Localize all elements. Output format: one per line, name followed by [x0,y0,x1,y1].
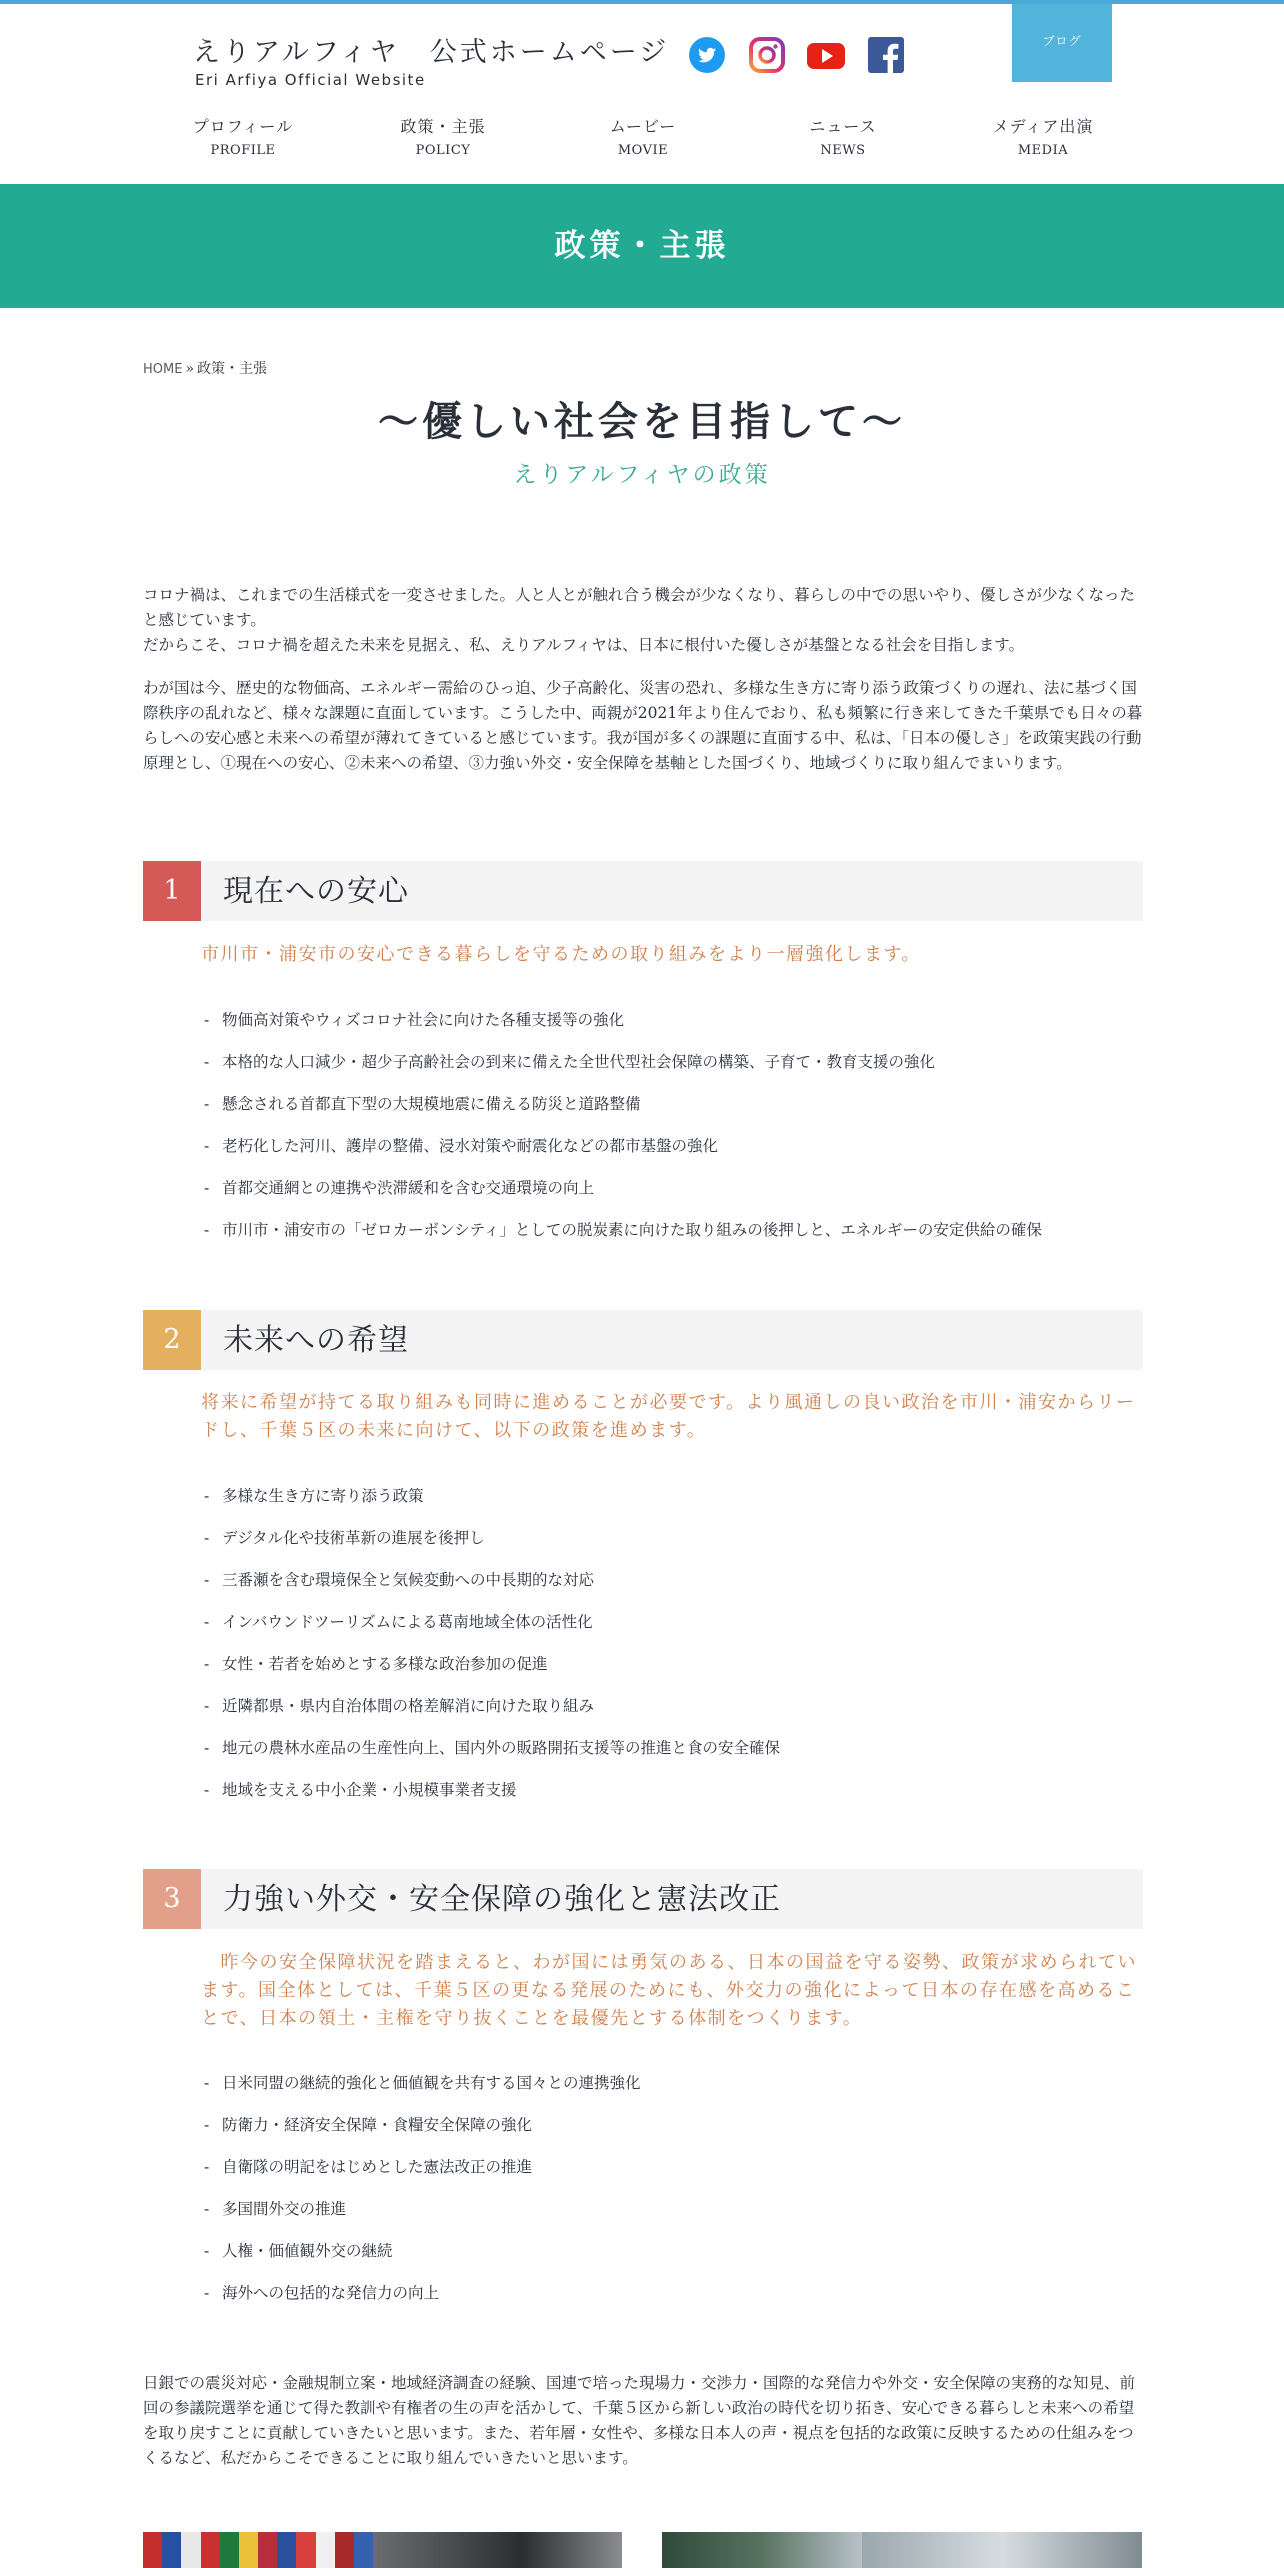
nav-item-policy[interactable] [343,114,543,174]
policy-list-1 [204,1008,1144,1260]
dash-icon: - [204,1613,210,1631]
nav-label-en: PROFILE [210,143,276,158]
section-title: 現在への安心 [223,874,409,909]
section-lead: 昨今の安全保障状況を踏まえると、わが国には勇気のある、日本の国益を守る姿勢、政策が求められています。国全体としては、千葉５区の更なる発展のためにも、外交力の強化によって日本の存在感を高めることで、日本の領土・主権を守り抜くことを最優先とする体制をつくります。 [201,1952,1137,2029]
photo-united-nations [143,2532,622,2568]
dash-icon: - [204,2116,210,2134]
list-item-text: 近隣都県・県内自治体間の格差解消に向けた取り組み [222,1697,595,1715]
list-item-text: 防衛力・経済安全保障・食糧安全保障の強化 [222,2116,533,2134]
dash-icon: - [204,1781,210,1799]
breadcrumb-separator: » [185,361,195,377]
list-item [204,1218,1144,1260]
flags-image [143,2532,373,2568]
dash-icon: - [204,1739,210,1757]
page-banner [0,184,1284,308]
nav-label: ニュース [809,117,877,136]
dash-icon: - [204,1011,210,1029]
main-nav [143,114,1143,174]
list-item-text: 老朽化した河川、護岸の整備、浸水対策や耐震化などの都市基盤の強化 [222,1137,719,1155]
section-lead: 将来に希望が持てる取り組みも同時に進めることが必要です。より風通しの良い政治を市川・浦安からリードし、千葉５区の未来に向けて、以下の政策を進めます。 [201,1392,1136,1441]
photo-background [373,2532,622,2568]
section-title: 未来への希望 [223,1323,409,1358]
dash-icon: - [204,2158,210,2176]
dash-icon: - [204,1487,210,1505]
intro-text: コロナ禍は、これまでの生活様式を一変させました。人と人とが触れ合う機会が少なくなり、暮らしの中での思いやり、優しさが少なくなったと感じています。 [143,586,1136,629]
list-item-text: 本格的な人口減少・超少子高齢社会の到来に備えた全世代型社会保障の構築、子育て・教育支援の強化 [222,1053,936,1071]
list-item-text: 地域を支える中小企業・小規模事業者支援 [222,1781,517,1799]
nav-item-profile[interactable] [143,114,343,174]
nav-label: ムービー [609,117,677,136]
list-item [204,1652,1144,1694]
intro-text: わが国は今、歴史的な物価高、エネルギー需給のひっ迫、少子高齢化、災害の恐れ、多様な生き方に寄り添う政策づくりの遅れ、法に基づく国際秩序の乱れなど、様々な課題に直面しています。こうした中、両親が2021年より住んでおり、私も頻繁に行き来してきた千葉県でも日々の暮らしへの安心感と未来への希望が薄れてきていると感じています。我が国が多くの課題に直面する中、私は、「日本の優しさ」を政策実践の行動原理とし、①現在への安心、②未来への希望、③力強い外交・安全保障を基軸とした国づくり、地域づくりに取り組んでまいります。 [143,679,1143,772]
section-number: 3 [143,1869,201,1929]
policy-list-2 [204,1484,1144,1820]
closing-paragraph [143,2371,1143,2471]
dash-icon: - [204,1095,210,1113]
list-item [204,2239,1144,2281]
list-item-text: 物価高対策やウィズコロナ社会に向けた各種支援等の強化 [222,1011,625,1029]
list-item [204,1050,1144,1092]
site-title[interactable]: えりアルフィヤ 公式ホームページ [193,37,670,68]
list-item [204,1526,1144,1568]
facebook-icon[interactable] [867,36,905,74]
dash-icon: - [204,2074,210,2092]
photo-background [862,2532,1142,2568]
dash-icon: - [204,1529,210,1547]
list-item [204,1092,1144,1134]
list-item [204,2281,1144,2323]
list-item-text: 三番瀬を含む環境保全と気候変動への中長期的な対応 [222,1571,595,1589]
dash-icon: - [204,1697,210,1715]
list-item [204,1008,1144,1050]
section-number: 1 [143,861,201,921]
section-lead: 市川市・浦安市の安心できる暮らしを守るための取り組みをより一層強化します。 [201,944,922,965]
breadcrumb-current: 政策・主張 [197,361,268,377]
dash-icon: - [204,1655,210,1673]
nav-item-movie[interactable] [543,114,743,174]
breadcrumb [143,358,267,378]
list-item-text: 多様な生き方に寄り添う政策 [222,1487,424,1505]
list-item [204,1176,1144,1218]
nav-label-en: MEDIA [1017,143,1069,158]
nav-label-en: NEWS [820,143,866,158]
list-item-text: 海外への包括的な発信力の向上 [222,2284,440,2302]
list-item [204,1778,1144,1820]
intro-text: だからこそ、コロナ禍を超えた未来を見据え、私、えりアルフィヤは、日本に根付いた優しさが基盤となる社会を目指します。 [143,636,1025,654]
list-item-text: 女性・若者を始めとする多様な政治参加の促進 [222,1655,548,1673]
list-item-text: 人権・価値観外交の継続 [222,2242,393,2260]
breadcrumb-home-link[interactable]: HOME [143,362,183,377]
dash-icon: - [204,1571,210,1589]
nav-item-media[interactable] [943,114,1143,174]
list-item-text: 市川市・浦安市の「ゼロカーボンシティ」としての脱炭素に向けた取り組みの後押しと、エネルギーの安定供給の確保 [222,1221,1042,1239]
dash-icon: - [204,1179,210,1197]
list-item [204,1694,1144,1736]
dash-icon: - [204,2242,210,2260]
list-item-text: 懸念される首都直下型の大規模地震に備える防災と道路整備 [222,1095,641,1113]
nav-label-en: POLICY [415,143,471,158]
nav-label: プロフィール [192,117,294,136]
list-item [204,1484,1144,1526]
list-item-text: 多国間外交の推進 [222,2200,347,2218]
policy-list-3 [204,2071,1144,2323]
dash-icon: - [204,2200,210,2218]
nav-label-en: MOVIE [617,143,669,158]
intro-paragraph-1 [143,583,1143,658]
banner-title: 政策・主張 [554,228,730,264]
list-item [204,2155,1144,2197]
nav-label: 政策・主張 [400,117,486,136]
section-title: 力強い外交・安全保障の強化と憲法改正 [223,1882,781,1917]
dash-icon: - [204,1053,210,1071]
youtube-icon[interactable] [806,36,844,74]
list-item [204,1610,1144,1652]
section-header-3 [143,1869,1143,1929]
blog-button[interactable]: ブログ [1012,4,1112,82]
section-number: 2 [143,1310,201,1370]
list-item [204,1736,1144,1778]
site-subtitle: Eri Arfiya Official Website [195,71,426,89]
dash-icon: - [204,1137,210,1155]
photo-activity [662,2532,1142,2568]
section-header-1 [143,861,1143,921]
photo-background [662,2532,862,2568]
list-item [204,2197,1144,2239]
twitter-icon[interactable] [688,36,726,74]
list-item [204,1568,1144,1610]
list-item-text: インバウンドツーリズムによる葛南地域全体の活性化 [222,1613,593,1631]
list-item-text: 日米同盟の継続的強化と価値観を共有する国々との連携強化 [222,2074,641,2092]
closing-text: 日銀での震災対応・金融規制立案・地域経済調査の経験、国連で培った現場力・交渉力・国際的な発信力や外交・安全保障の実務的な知見、前回の参議院選挙を通じて得た教訓や有権者の生の声を活かして、千葉５区から新しい政治の時代を切り拓き、安心できる暮らしと未来への希望を取り戻すことに貢献していきたいと思います。また、若年層・女性や、多様な日本人の声・視点を包括的な政策に反映するための仕組みをつくるなど、私だからこそできることに取り組んでいきたいと思います。 [143,2374,1136,2467]
list-item-text: 自衛隊の明記をはじめとした憲法改正の推進 [222,2158,533,2176]
dash-icon: - [204,2284,210,2302]
nav-label: メディア出演 [992,117,1094,136]
site-header [0,4,1284,184]
section-header-2 [143,1310,1143,1370]
list-item-text: デジタル化や技術革新の進展を後押し [222,1529,485,1547]
dash-icon: - [204,1221,210,1239]
list-item [204,2113,1144,2155]
instagram-icon[interactable] [748,36,786,74]
page-heading: 〜優しい社会を目指して〜 [378,398,906,445]
page-subheading: えりアルフィヤの政策 [513,462,771,488]
list-item [204,2071,1144,2113]
list-item-text: 首都交通網との連携や渋滞緩和を含む交通環境の向上 [222,1179,595,1197]
list-item-text: 地元の農林水産品の生産性向上、国内外の販路開拓支援等の推進と食の安全確保 [222,1739,781,1757]
intro-paragraph-2 [143,676,1143,776]
list-item [204,1134,1144,1176]
nav-item-news[interactable] [743,114,943,174]
